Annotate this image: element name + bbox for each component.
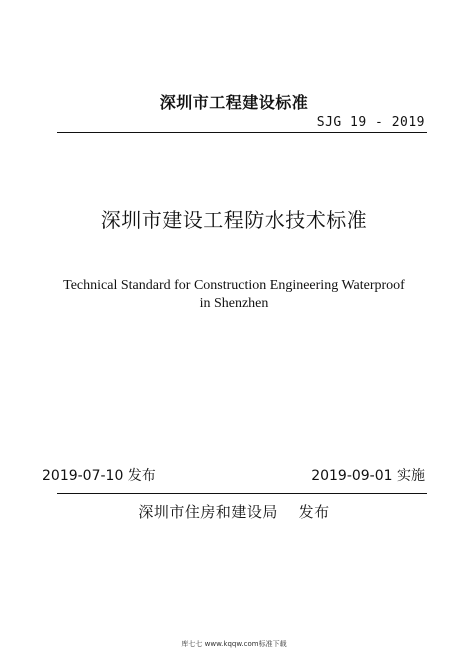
publisher: 深圳市住房和建设局 发布 [138, 503, 330, 521]
series-title: 深圳市工程建设标准 [159, 93, 309, 112]
standard-number: SJG 19 - 2019 [316, 115, 425, 130]
english-title-line-2: in Shenzhen [199, 296, 269, 311]
issue-date: 2019-07-10 发布 [42, 468, 156, 484]
chinese-title: 深圳市建设工程防水技术标准 [100, 208, 368, 232]
footer-watermark: 库七七 www.kqqw.com标准下载 [181, 640, 287, 648]
english-title [0, 277, 468, 313]
bottom-divider [57, 493, 427, 494]
implementation-date: 2019-09-01 实施 [311, 468, 425, 484]
top-divider [57, 132, 427, 133]
english-title-line-1: Technical Standard for Construction Engineering Waterproof [63, 278, 405, 293]
